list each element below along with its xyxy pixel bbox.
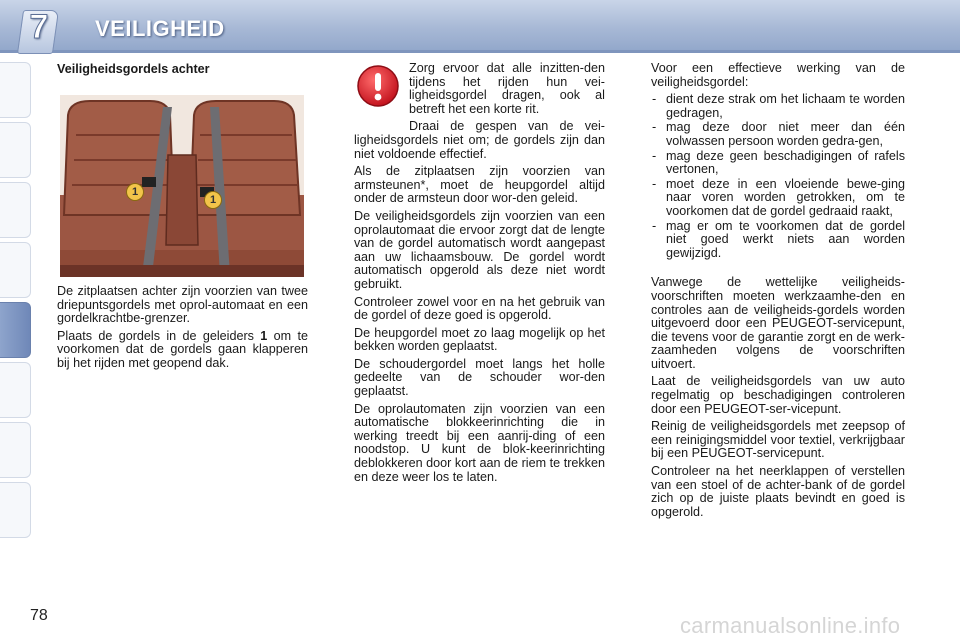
rear-seat-photo (60, 95, 304, 277)
side-tab[interactable] (0, 182, 31, 238)
paragraph: De schoudergordel moet langs het holle gedeelte van de schouder wor-den geplaatst. (354, 356, 605, 399)
side-tab[interactable] (0, 242, 31, 298)
side-tab-active[interactable] (0, 302, 31, 358)
page-number: 78 (30, 607, 48, 624)
paragraph: Laat de veiligheidsgordels van uw auto regelmatig op beschadigingen controleren door een PEUGEOT-ser-vicepunt. (651, 374, 905, 416)
paragraph: De oprolautomaten zijn voorzien van een automatische blokkeerinrichting die in werking treedt bij een aanrij-ding of een noodstop. U kunt de blok-keerinrichting deblokkeren door kort aan de riem te trekken en deze weer los te laten. (354, 401, 605, 484)
paragraph: Reinig de veiligheidsgordels met zeepsop of een reinigingsmiddel voor textiel, verkrijgbaar bij een PEUGEOT-servicepunt. (651, 419, 905, 461)
requirements-list (651, 93, 905, 260)
header-divider (0, 50, 960, 53)
intro-paragraph: Voor een effectieve werking van de veiligheidsgordel: (651, 61, 905, 89)
side-tab[interactable] (0, 482, 31, 538)
paragraph: Controleer zowel voor en na het gebruik van de gordel of deze goed is opgerold. (354, 294, 605, 323)
chapter-number: 7 (29, 8, 49, 46)
warning-paragraph: Zorg ervoor dat alle inzitten-den tijdens het rijden hun vei-ligheidsgordel dragen, ook al betreft het een korte rit. (409, 61, 605, 116)
right-column (651, 62, 905, 523)
middle-column (354, 62, 605, 488)
paragraph: Controleer na het neerklappen of verstellen van een stoel of de achter-bank of de gordel zich op de juiste plaats bevindt en goed is opgerold. (651, 464, 905, 519)
list-item: - mag deze door niet meer dan één volwassen persoon worden gedra-gen, (651, 121, 905, 148)
paragraph: Vanwege de wettelijke veiligheids-voorschriften moeten werkzaamhe-den en controles aan de veiligheids-gordels worden uitgevoerd door een PEUGEOT-servicepunt, die tevens voor de garantie zorgt en de werk-zaamheden volgens de voorschriften uitvoert. (651, 275, 905, 371)
paragraph: De zitplaatsen achter zijn voorzien van twee driepuntsgordels met oprol-automaat en een gordelkrachtbe-grenzer. (57, 284, 308, 326)
page-title: VEILIGHEID (95, 16, 225, 41)
side-tab[interactable] (0, 62, 31, 118)
side-tab[interactable] (0, 422, 31, 478)
section-title: Veiligheidsgordels achter (57, 62, 210, 76)
list-item: - dient deze strak om het lichaam te worden gedragen, (651, 93, 905, 120)
guide-paragraph (57, 330, 308, 371)
watermark: carmanualsonline.info (680, 613, 901, 638)
warning-paragraph: Draai de gespen van de vei-ligheidsgordels niet om; de gordels zijn dan niet voldoende effectief. (354, 119, 605, 161)
guide-reference: 1 (260, 328, 268, 343)
list-item: - mag er om te voorkomen dat de gordel niet goed werkt niets aan worden gewijzigd. (651, 220, 905, 261)
guide-text: Plaats de gordels in de geleiders (57, 328, 254, 343)
left-column (57, 285, 308, 375)
chapter-side-tabs (0, 62, 32, 582)
rear-seat-illustration (60, 95, 304, 277)
paragraph: Als de zitplaatsen zijn voorzien van armsteunen*, moet de heupgordel altijd onder de armsteun door wor-den geleid. (354, 164, 605, 206)
side-tab[interactable] (0, 362, 31, 418)
guide-marker-1: 1 (204, 191, 222, 209)
list-item: - moet deze in een vloeiende bewe-ging naar voren worden getrokken, om te voorkomen dat de gordel gedraaid raakt, (651, 178, 905, 219)
guide-marker-1: 1 (126, 183, 144, 201)
list-item: - mag deze geen beschadigingen of rafels vertonen, (651, 150, 905, 177)
guide-text: om te voorkomen dat de gordels gaan klapperen bij het rijden met geopend dak. (57, 328, 308, 370)
paragraph: De veiligheidsgordels zijn voorzien van een oprolautomaat die ervoor zorgt dat de lengte van de gordel automatisch wordt aangepast aan uw lichaamsbouw. De gordel wordt automatisch opgerold als deze niet wordt gebruikt. (354, 208, 605, 291)
paragraph: De heupgordel moet zo laag mogelijk op het bekken worden geplaatst. (354, 325, 605, 354)
side-tab[interactable] (0, 122, 31, 178)
